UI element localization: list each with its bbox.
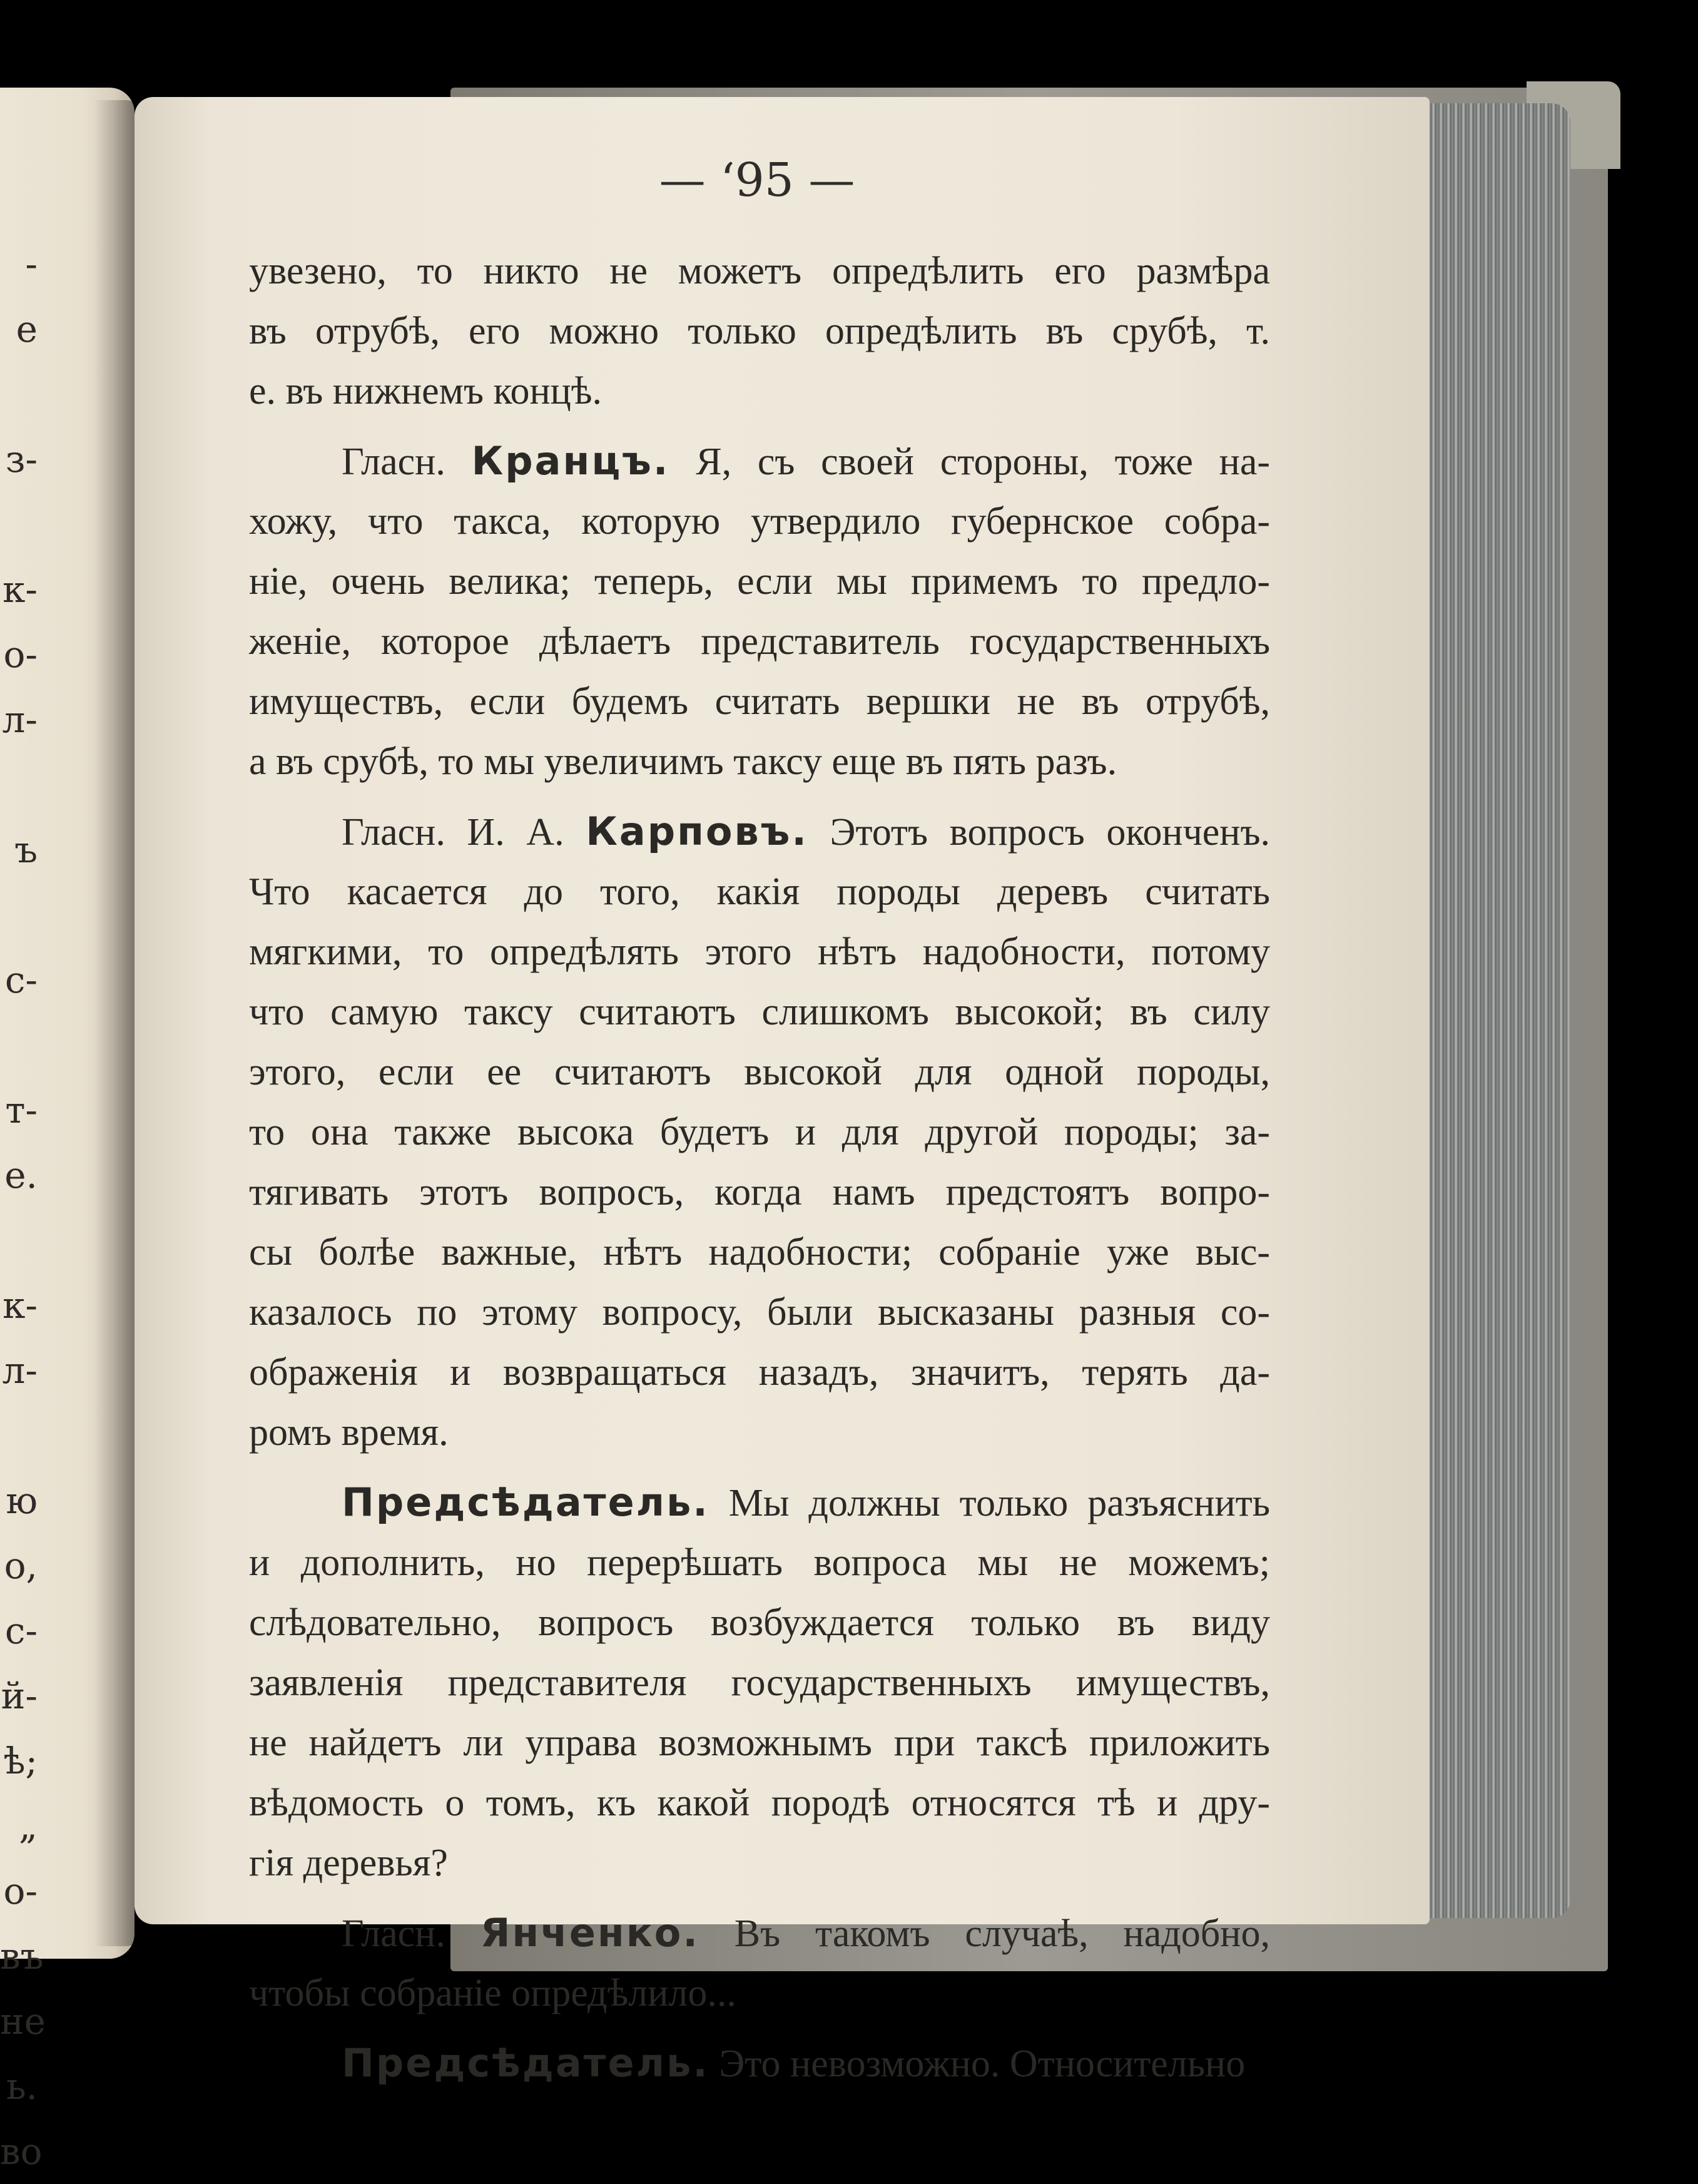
text-line <box>249 732 1270 792</box>
left-fragment <box>0 492 38 557</box>
text-line <box>249 1342 1270 1402</box>
left-fragment <box>0 1013 38 1078</box>
left-fragment: не <box>0 2000 46 2043</box>
speaker-name: Кранцъ. <box>471 438 670 484</box>
left-fragment: о- <box>3 1870 38 1912</box>
text-line <box>249 1282 1270 1342</box>
line-text: хожу, что такса, которую утвердило губернское собра- <box>249 500 1270 543</box>
text-line <box>249 1042 1270 1102</box>
line-text: и дополнить, но перерѣшать вопроса мы не можемъ; <box>249 1541 1270 1584</box>
line-text: Я, съ своей стороны, тоже на- <box>696 441 1271 483</box>
left-fragment: е. <box>4 1154 38 1197</box>
page-number: — ‘95 — <box>659 153 855 207</box>
left-fragment: ъ <box>14 829 38 871</box>
text-line <box>249 431 1270 491</box>
line-text: е. въ нижнемъ концѣ. <box>249 370 602 412</box>
text-line <box>249 1533 1270 1593</box>
line-text: заявленія представителя государственныхъ имуществъ, <box>249 1661 1270 1704</box>
line-text: имуществъ, если будемъ считать вершки не въ отрубѣ, <box>249 680 1270 723</box>
text-line <box>249 1903 1270 1963</box>
left-fragment: въ <box>0 1935 44 1977</box>
speaker-title: Гласн. И. А. <box>342 811 564 854</box>
left-fragment: ѣ; <box>3 1740 38 1782</box>
left-fragment: ь. <box>6 2065 38 2108</box>
left-fragment <box>0 1208 38 1273</box>
text-line <box>249 1162 1270 1222</box>
text-line <box>249 301 1270 361</box>
line-text: не найдетъ ли управа возможнымъ при таксѣ приложить <box>249 1722 1270 1764</box>
line-text: ромъ время. <box>249 1411 449 1454</box>
left-fragment: „ <box>18 1805 38 1847</box>
line-text: слѣдовательно, вопросъ возбуждается только въ виду <box>249 1601 1270 1644</box>
line-text: гія деревья? <box>249 1842 448 1884</box>
text-line <box>249 922 1270 982</box>
left-fragment: л- <box>2 1349 38 1392</box>
left-fragment <box>0 882 38 947</box>
speaker-name: Карповъ. <box>586 809 808 854</box>
left-fragment: з- <box>5 438 38 481</box>
text-line <box>249 1102 1270 1162</box>
line-text: Этотъ вопросъ оконченъ. <box>830 811 1271 854</box>
text-line <box>249 671 1270 732</box>
left-page-text-fragments <box>0 232 46 2184</box>
line-text: этого, если ее считаютъ высокой для одной породы, <box>249 1051 1270 1093</box>
text-line <box>249 982 1270 1042</box>
text-line <box>249 241 1270 301</box>
text-line <box>249 361 1270 421</box>
line-text: Въ такомъ случаѣ, надобно, <box>734 1912 1270 1955</box>
left-fragment: с- <box>4 959 38 1001</box>
left-fragment <box>0 1403 38 1468</box>
text-line <box>249 862 1270 922</box>
line-text: въ отрубѣ, его можно только опредѣлить въ срубѣ, т. <box>249 310 1270 352</box>
left-fragment: й- <box>1 1675 38 1717</box>
text-line <box>249 1963 1270 2023</box>
left-fragment: к- <box>3 568 38 611</box>
text-line <box>249 1222 1270 1282</box>
text-line <box>249 1593 1270 1653</box>
line-text: казалось по этому вопросу, были высказаны разныя со- <box>249 1291 1270 1334</box>
line-text: что самую таксу считаютъ слишкомъ высокой; въ силу <box>249 991 1270 1033</box>
left-fragment: е <box>16 308 38 350</box>
line-text: Мы должны только разъяснить <box>728 1482 1270 1524</box>
speaker-name: Предсѣдатель. <box>342 1479 709 1525</box>
left-fragment <box>0 362 38 427</box>
left-fragment: во <box>0 2130 43 2173</box>
left-fragment: о- <box>3 633 38 676</box>
speaker-title: Гласн. <box>342 1912 445 1955</box>
text-line <box>249 611 1270 671</box>
text-line <box>249 491 1270 551</box>
line-text: Это невозможно. Относительно <box>719 2043 1246 2085</box>
left-fragment: с- <box>4 1610 38 1652</box>
line-text: женіе, которое дѣлаетъ представитель государственныхъ <box>249 620 1270 663</box>
speaker-title: Гласн. <box>342 441 445 483</box>
left-fragment: к- <box>3 1284 38 1327</box>
text-line <box>249 1833 1270 1893</box>
left-fragment: ю <box>6 1479 38 1522</box>
page-body-text <box>249 241 1270 2093</box>
line-text: сы болѣе важные, нѣтъ надобности; собраніе уже выс- <box>249 1231 1270 1273</box>
line-text: ображенія и возвращаться назадъ, значитъ, терять да- <box>249 1351 1270 1394</box>
line-text: чтобы собраніе опредѣлило... <box>249 1972 736 2014</box>
text-line <box>249 802 1270 862</box>
line-text: мягкими, то опредѣлять этого нѣтъ надобности, потому <box>249 931 1270 973</box>
line-text: то она также высока будетъ и для другой породы; за- <box>249 1111 1270 1153</box>
text-line <box>249 1472 1270 1533</box>
line-text: Что касается до того, какія породы деревъ считать <box>249 870 1270 913</box>
left-fragment: - <box>25 243 38 285</box>
text-line <box>249 2033 1270 2093</box>
line-text: ніе, очень велика; теперь, если мы примемъ то предло- <box>249 560 1270 603</box>
page-edges <box>1420 103 1570 1918</box>
text-line <box>249 1402 1270 1462</box>
text-line <box>249 551 1270 611</box>
line-text: вѣдомость о томъ, къ какой породѣ относятся тѣ и дру- <box>249 1782 1270 1824</box>
text-line <box>249 1773 1270 1833</box>
left-fragment: т- <box>5 1089 38 1131</box>
speaker-name: Янченко. <box>480 1910 699 1956</box>
left-fragment <box>0 752 38 817</box>
line-text: а въ срубѣ, то мы увеличимъ таксу еще въ пять разъ. <box>249 740 1117 783</box>
left-fragment: о, <box>4 1544 38 1587</box>
line-text: увезено, то никто не можетъ опредѣлить его размѣра <box>249 250 1270 292</box>
line-text: тягивать этотъ вопросъ, когда намъ предстоятъ вопро- <box>249 1171 1270 1213</box>
text-line <box>249 1653 1270 1713</box>
speaker-name: Предсѣдатель. <box>342 2040 709 2086</box>
left-fragment: л- <box>2 698 38 741</box>
text-line <box>249 1713 1270 1773</box>
